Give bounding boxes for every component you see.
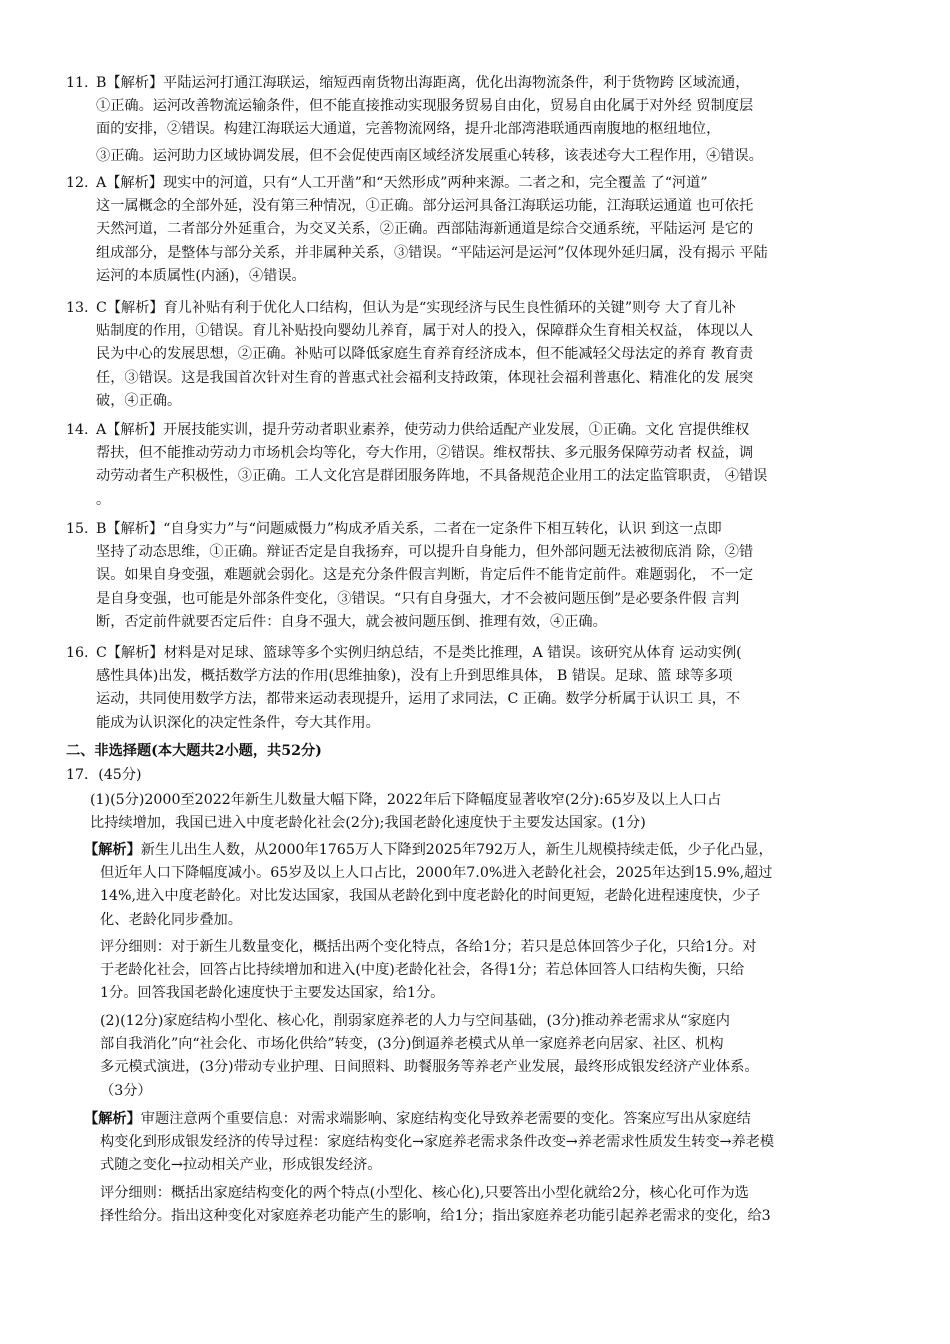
text-line: （3分） <box>100 1082 152 1099</box>
analysis-tag: 【解析】 <box>84 1111 141 1127</box>
text-line: 能成为认识深化的决定性条件，夸大其作用。 <box>96 714 380 731</box>
question-17-header: 17．(45分) <box>66 767 142 783</box>
text-line: 评分细则：对于新生儿数量变化，概括出两个变化特点，各给1分；若只是总体回答少子化，只给1分。对 <box>100 939 757 955</box>
text-line: 多元模式演进，(3分)带动专业护理、日间照料、助餐服务等养老产业发展，最终形成银发经济产业体系。 <box>100 1059 759 1076</box>
q17-part1-answer <box>90 789 890 835</box>
text-line: 面的安排，②错误。构建江海联运大通道，完善物流网络，提升北部湾港联通西南腹地的枢纽地位， <box>96 121 721 138</box>
text-line: 坚持了动态思维，①正确。辩证否定是自我扬弃，可以提升自身能力，但外部问题无法被彻底消 除，②错 <box>96 544 754 561</box>
text-line: 断，否定前件就要否定后件：自身不强大，就会被问题压倒、推理有效，④正确。 <box>96 613 607 630</box>
question-number: 11. <box>66 75 89 91</box>
question-number: 15. <box>66 521 89 537</box>
text-line: (2)(12分)家庭结构小型化、核心化，削弱家庭养老的人力与空间基础，(3分)推动养老需求从“家庭内 <box>100 1013 730 1029</box>
text-line: 1分。回答我国老龄化速度快于主要发达国家，给1分。 <box>100 985 445 1002</box>
q17-part1-scoring <box>100 936 890 1006</box>
text-line: ①正确。运河改善物流运输条件，但不能直接推动实现服务贸易自由化，贸易自由化属于对外经 贸制度层 <box>96 98 754 115</box>
question-14 <box>66 419 888 512</box>
section-title: 二、非选择题(本大题共2小题，共52分) <box>66 743 322 759</box>
text-line: 这一属概念的全部外延，没有第三种情况，①正确。部分运河具备江海联运功能，江海联运通道 也可依托 <box>96 198 754 215</box>
text-line: 组成部分，是整体与部分关系，并非属种关系，③错误。“平陆运河是运河”仅体现外延归属，没有揭示 平陆 <box>96 244 768 261</box>
question-13 <box>66 297 888 413</box>
question-number: 14. <box>66 422 89 438</box>
text-line: A【解析】开展技能实训，提升劳动者职业素养，使劳动力供给适配产业发展，①正确。文化 宫提供维权 <box>96 422 750 438</box>
text-line: 比持续增加，我国已进入中度老龄化社会(2分);我国老龄化速度快于主要发达国家。(1分) <box>90 815 646 832</box>
text-line: (1)(5分)2000至2022年新生儿数量大幅下降，2022年后下降幅度显著收窄(2分):65岁及以上人口占 <box>90 792 722 808</box>
text-line: 感性具体)出发，概括数学方法的作用(思维抽象)，没有上升到思维具体， B 错误。足球、篮 球等多项 <box>96 668 733 685</box>
text-line: 任，③错误。这是我国首次针对生育的普惠式社会福利支持政策，体现社会福利普惠化、精准化的发 展突 <box>96 369 754 386</box>
text-line: 天然河道，二者部分外延重合，为交叉关系，②正确。西部陆海新通道是综合交通系统，平陆运河 是它的 <box>96 221 754 238</box>
text-line: B【解析】“自身实力”与“问题威慑力”构成矛盾关系，二者在一定条件下相互转化，认识 到这一点即 <box>96 521 722 537</box>
text-line: 式随之变化→拉动相关产业，形成银发经济。 <box>100 1157 382 1174</box>
text-line: 。 <box>96 491 111 508</box>
text-line: 部自我消化”向“社会化、市场化供给”转变，(3分)倒逼养老模式从单一家庭养老向居家、社区、机构 <box>100 1036 724 1053</box>
text-line: 新生儿出生人数，从2000年1765万人下降到2025年792万人，新生儿规模持续走低，少子化凸显， <box>140 842 773 858</box>
text-line: 择性给分。指出这种变化对家庭养老功能产生的影响，给1分；指出家庭养老功能引起养老需求的变化，给3 <box>100 1208 771 1225</box>
text-line: 误。如果自身变强，难题就会弱化。这是充分条件假言判断，肯定后件不能肯定前件。难题弱化， 不一定 <box>96 567 754 584</box>
text-line: 运河的本质属性(内涵)，④错误。 <box>96 267 306 284</box>
text-line: 动劳动者生产积极性，③正确。工人文化宫是群团服务阵地，不具备规范企业用工的法定监管职责， ④错误 <box>96 468 768 485</box>
text-line: C【解析】材料是对足球、篮球等多个实例归纳总结，不是类比推理，A 错误。该研究从体育 运动实例( <box>96 645 742 661</box>
question-12 <box>66 172 888 288</box>
analysis-tag: 【解析】 <box>84 842 141 858</box>
text-line: 帮扶，但不能推动劳动力市场机会均等化，夸大作用，②错误。维权帮扶、多元服务保障劳动者 权益，调 <box>96 445 754 462</box>
question-number: 12. <box>66 175 89 191</box>
question-number: 13. <box>66 300 89 316</box>
text-line: 是自身变强，也可能是外部条件变化，③错误。“只有自身强大，才不会被问题压倒”是必要条件假 言判 <box>96 590 740 607</box>
text-line: 审题注意两个重要信息：对需求端影响、家庭结构变化导致养老需要的变化。答案应写出从家庭结 <box>140 1111 751 1127</box>
text-line: 评分细则：概括出家庭结构变化的两个特点(小型化、核心化),只要答出小型化就给2分，核心化可作为选 <box>100 1185 749 1201</box>
question-16 <box>66 642 888 735</box>
question-11 <box>66 72 888 168</box>
text-line: 构变化到形成银发经济的传导过程：家庭结构变化→家庭养老需求条件改变→养老需求性质发生转变→养老模 <box>100 1134 775 1151</box>
q17-part2-answer <box>100 1010 890 1103</box>
q17-part2-scoring <box>100 1182 890 1228</box>
text-line: 化、老龄化同步叠加。 <box>100 911 242 928</box>
text-line: B【解析】平陆运河打通江海联运，缩短西南货物出海距离，优化出海物流条件，利于货物跨 区域流通， <box>96 75 750 91</box>
q17-part1-analysis <box>84 839 890 932</box>
question-number: 16. <box>66 645 89 661</box>
question-15 <box>66 518 888 634</box>
text-line: C【解析】育儿补贴有利于优化人口结构，但认为是“实现经济与民生良性循环的关键”则夸 大了育儿补 <box>96 300 736 316</box>
text-line: 民为中心的发展思想，②正确。补贴可以降低家庭生育养育经济成本，但不能减轻父母法定的养育 教育责 <box>96 346 754 363</box>
text-line: ③正确。运河助力区域协调发展，但不会促使西南区域经济发展重心转移，该表述夸大工程作用，④错误。 <box>96 147 763 164</box>
text-line: 于老龄化社会，回答占比持续增加和进入(中度)老龄化社会，各得1分；若总体回答人口结构失衡，只给 <box>100 962 745 979</box>
text-line: 14%,进入中度老龄化。对比发达国家，我国从老龄化到中度老龄化的时间更短，老龄化进程速度快，少子 <box>100 888 761 905</box>
text-line: 贴制度的作用，①错误。育儿补贴投向婴幼儿养育，属于对人的投入，保障群众生育相关权益， 体现以人 <box>96 323 754 340</box>
text-line: 但近年人口下降幅度减小。65岁及以上人口占比，2000年7.0%进入老龄化社会，2025年达到15.9%,超过 <box>100 865 773 882</box>
text-line: 运动，共同使用数学方法，都带来运动表现提升，运用了求同法，C 正确。数学分析属于认识工 具，不 <box>96 691 741 708</box>
q17-part2-analysis <box>84 1108 890 1178</box>
text-line: A【解析】现实中的河道，只有“人工开凿”和“天然形成”两种来源。二者之和，完全覆盖 了“河道” <box>96 175 708 191</box>
text-line: 破，④正确。 <box>96 392 182 409</box>
